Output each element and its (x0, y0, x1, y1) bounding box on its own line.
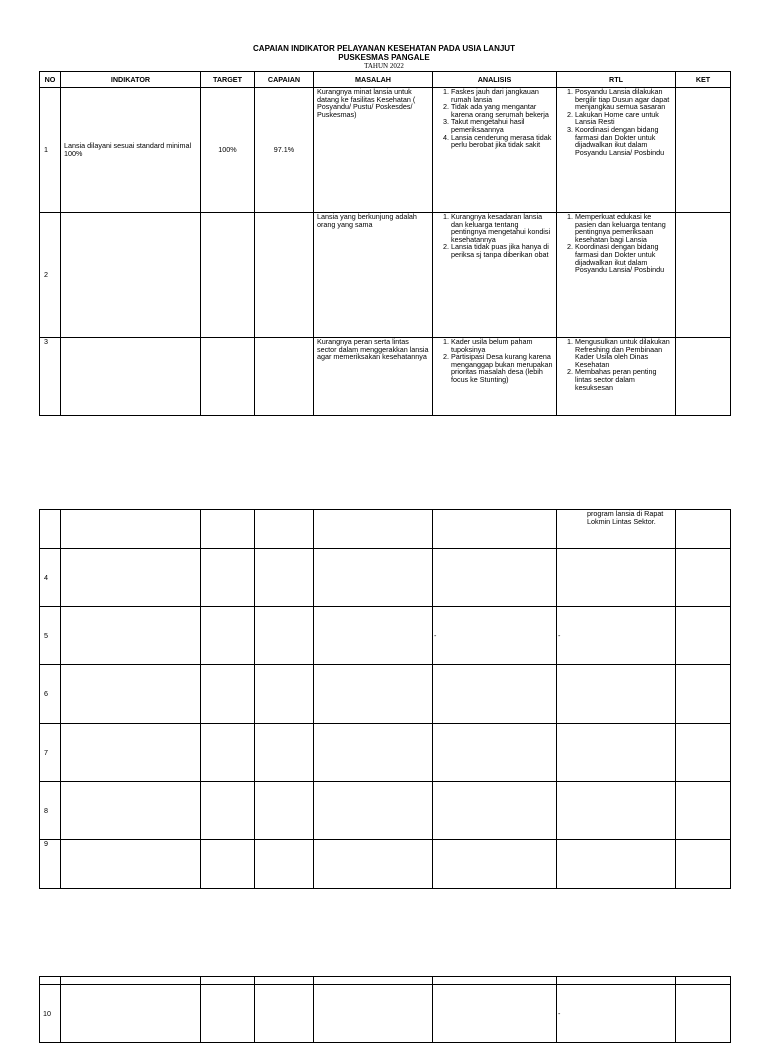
row-indikator (61, 782, 201, 840)
row-capaian (255, 840, 314, 889)
row-masalah (314, 724, 433, 782)
cell-empty (201, 977, 255, 985)
row-capaian (255, 724, 314, 782)
row-target (201, 985, 255, 1043)
row-capaian (255, 665, 314, 724)
row-capaian (255, 985, 314, 1043)
row-no: 4 (40, 549, 61, 607)
analisis-item: 2. Partisipasi Desa kurang karena menganggap bukan merupakan prioritas masalah desa (lebih focus ke Stunting) (451, 353, 553, 383)
row-ket (676, 665, 731, 724)
header-ket: KET (676, 72, 731, 88)
row-masalah: Kurangnya minat lansia untuk datang ke fasilitas Kesehatan ( Posyandu/ Pustu/ Poskesdes/ Puskesmas) (314, 88, 433, 213)
analisis-item: 2. Tidak ada yang mengantar karena orang serumah bekerja (451, 103, 553, 118)
row-capaian (255, 607, 314, 665)
row-target (201, 840, 255, 889)
row-masalah (314, 985, 433, 1043)
indicator-table (39, 71, 731, 416)
row-analisis (433, 985, 557, 1043)
row-capaian (255, 549, 314, 607)
row-no: 2 (40, 213, 61, 338)
analisis-item: 3. Takut mengetahui hasil pemeriksaannya (451, 118, 553, 133)
row-ket (676, 782, 731, 840)
row-ket (676, 338, 731, 416)
row-target (201, 607, 255, 665)
row-masalah: Lansia yang berkunjung adalah orang yang sama (314, 213, 433, 338)
table-row (40, 549, 731, 607)
row-no: 7 (40, 724, 61, 782)
row-masalah (314, 782, 433, 840)
header-masalah: MASALAH (314, 72, 433, 88)
row-rtl (557, 338, 676, 416)
row-analisis (433, 665, 557, 724)
indicator-table-page3 (39, 976, 731, 1043)
cell-empty (676, 977, 731, 985)
cell-empty (255, 510, 314, 549)
row-analisis: - (433, 607, 557, 665)
row-indikator (61, 607, 201, 665)
row-ket (676, 607, 731, 665)
table-row (40, 782, 731, 840)
cell-empty (433, 977, 557, 985)
row-masalah (314, 607, 433, 665)
row-capaian (255, 213, 314, 338)
row-ket (676, 88, 731, 213)
title-line-3: TAHUN 2022 (364, 62, 404, 70)
table-row (40, 510, 731, 549)
table-row (40, 213, 731, 338)
header-capaian: CAPAIAN (255, 72, 314, 88)
row-analisis (433, 724, 557, 782)
row-target (201, 665, 255, 724)
row-capaian (255, 338, 314, 416)
row-rtl (557, 782, 676, 840)
rtl-item: 2. Koordinasi dengan bidang farmasi dan Dokter untuk dijadwalkan ikut dalam Posyandu Lansia/ Posbindu (575, 243, 672, 273)
rtl-item: 1. Posyandu Lansia dilakukan bergilir tiap Dusun agar dapat menjangkau semua sasaran (575, 88, 672, 111)
row-masalah (314, 840, 433, 889)
rtl-item: 2. Membahas peran penting lintas sector dalam kesuksesan (575, 368, 672, 391)
table-row (40, 985, 731, 1043)
indicator-table-continued (39, 509, 731, 889)
row-ket (676, 724, 731, 782)
row-target (201, 213, 255, 338)
rtl-item: 1. Mengusulkan untuk dilakukan Refreshing dan Pembinaan Kader Usila oleh Dinas Kesehatan (575, 338, 672, 368)
row-indikator (61, 985, 201, 1043)
row-target: 100% (201, 88, 255, 213)
cell-empty (676, 510, 731, 549)
row-no: 3 (40, 338, 61, 416)
header-analisis: ANALISIS (433, 72, 557, 88)
row-no: 5 (40, 607, 61, 665)
cell-empty (40, 977, 61, 985)
rtl-item: 3. Koordinasi dengan bidang farmasi dan Dokter untuk dijadwalkan ikut dalam Posyandu Lansia/ Posbindu (575, 126, 672, 156)
cell-empty (61, 977, 201, 985)
row-target (201, 782, 255, 840)
row-ket (676, 985, 731, 1043)
row-rtl (557, 724, 676, 782)
row-indikator (61, 549, 201, 607)
analisis-item: 1. Faskes jauh dari jangkauan rumah lansia (451, 88, 553, 103)
table-row (40, 88, 731, 213)
row-analisis (433, 782, 557, 840)
cell-empty (255, 977, 314, 985)
cell-empty (40, 510, 61, 549)
row-rtl (557, 213, 676, 338)
cell-empty (433, 510, 557, 549)
row-masalah (314, 549, 433, 607)
report-title (0, 44, 768, 70)
table-row (40, 977, 731, 985)
analisis-item: 4. Lansia cenderung merasa tidak perlu berobat jika tidak sakit (451, 134, 553, 149)
row-no: 8 (40, 782, 61, 840)
row-rtl (557, 88, 676, 213)
row-no: 1 (40, 88, 61, 213)
header-rtl: RTL (557, 72, 676, 88)
row-indikator: Lansia dilayani sesuai standard minimal 100% (61, 88, 201, 213)
row-ket (676, 213, 731, 338)
row-analisis (433, 88, 557, 213)
title-line-1: CAPAIAN INDIKATOR PELAYANAN KESEHATAN PADA USIA LANJUT (253, 44, 515, 53)
row-capaian: 97.1% (255, 88, 314, 213)
cell-empty (314, 977, 433, 985)
row-indikator (61, 213, 201, 338)
row-rtl (557, 840, 676, 889)
row-analisis (433, 549, 557, 607)
row-analisis (433, 338, 557, 416)
row-no: 6 (40, 665, 61, 724)
row-target (201, 338, 255, 416)
rtl-continuation: program lansia di Rapat Lokmin Lintas Sektor. (557, 510, 676, 549)
cell-empty (557, 977, 676, 985)
table-row (40, 665, 731, 724)
rtl-item: 2. Lakukan Home care untuk Lansia Resti (575, 111, 672, 126)
row-no: 9 (40, 840, 61, 889)
cell-empty (201, 510, 255, 549)
row-analisis (433, 840, 557, 889)
analisis-item: 1. Kader usila belum paham tupoksinya (451, 338, 553, 353)
row-ket (676, 549, 731, 607)
row-rtl: - (557, 607, 676, 665)
row-indikator (61, 665, 201, 724)
row-ket (676, 840, 731, 889)
row-masalah (314, 665, 433, 724)
row-rtl (557, 549, 676, 607)
header-indikator: INDIKATOR (61, 72, 201, 88)
header-no: NO (40, 72, 61, 88)
row-target (201, 724, 255, 782)
table-row (40, 338, 731, 416)
row-analisis (433, 213, 557, 338)
cell-empty (314, 510, 433, 549)
table-row (40, 607, 731, 665)
row-rtl (557, 665, 676, 724)
row-indikator (61, 840, 201, 889)
row-rtl: - (557, 985, 676, 1043)
row-indikator (61, 338, 201, 416)
table-header-row (40, 72, 731, 88)
row-no: 10 (40, 985, 61, 1043)
header-target: TARGET (201, 72, 255, 88)
title-line-2: PUSKESMAS PANGALE (338, 53, 430, 62)
row-indikator (61, 724, 201, 782)
row-masalah: Kurangnya peran serta lintas sector dalam menggerakkan lansia agar memeriksakan kesehatannya (314, 338, 433, 416)
row-capaian (255, 782, 314, 840)
row-target (201, 549, 255, 607)
cell-empty (61, 510, 201, 549)
analisis-item: 1. Kurangnya kesadaran lansia dan keluarga tentang pentingnya mengetahui kondisi kesehatannya (451, 213, 553, 243)
table-row (40, 840, 731, 889)
table-row (40, 724, 731, 782)
rtl-item: 1. Memperkuat edukasi ke pasien dan keluarga tentang pentingnya pemeriksaan kesehatan bagi Lansia (575, 213, 672, 243)
analisis-item: 2. Lansia tidak puas jika hanya di periksa sj tanpa diberikan obat (451, 243, 553, 258)
